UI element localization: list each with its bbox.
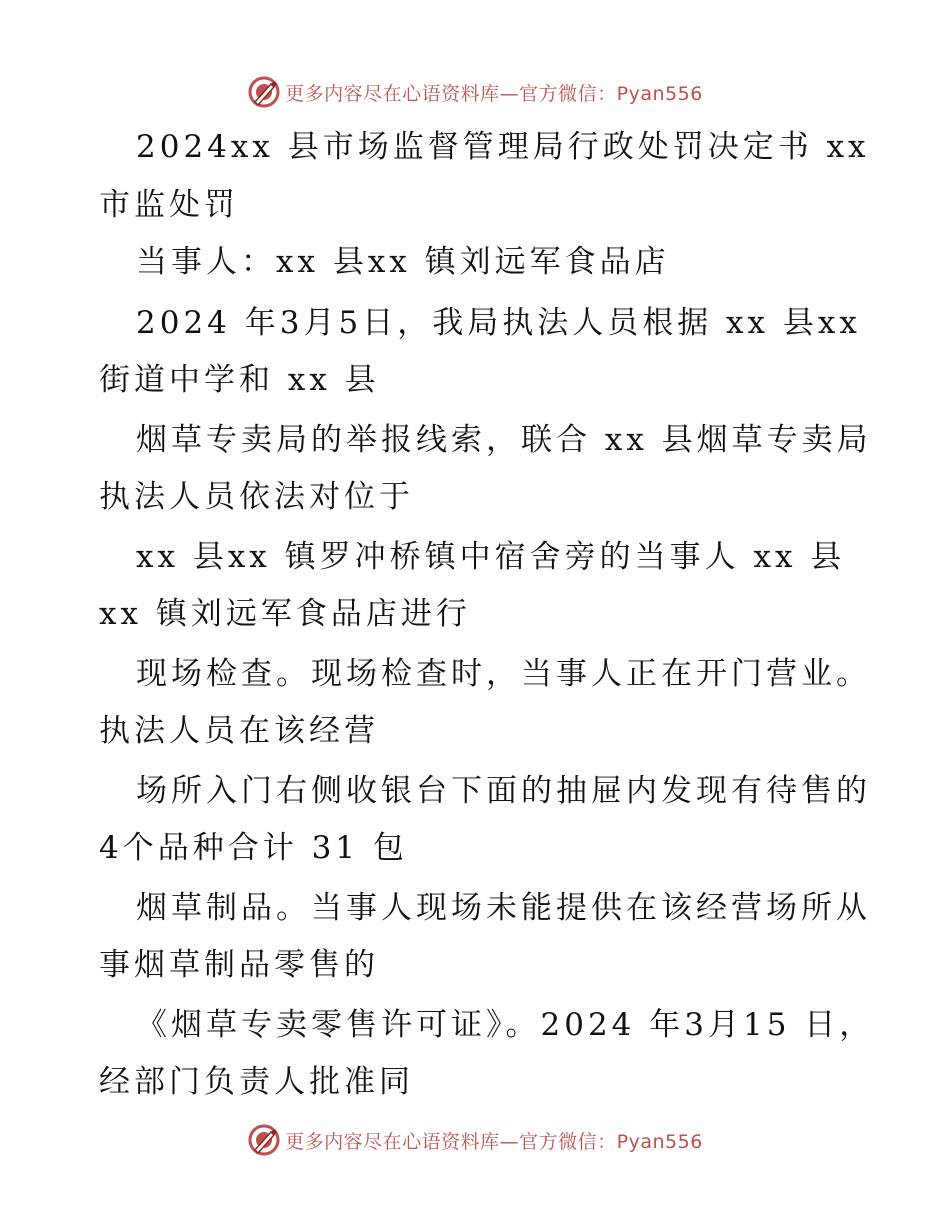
- text-line: 场所入门右侧收银台下面的抽屉内发现有待售的: [136, 773, 871, 809]
- text-line: 2024xx 县市场监督管理局行政处罚决定书 xx: [136, 129, 870, 165]
- watermark-text: 更多内容尽在心语资料库—官方微信：Pyan556: [285, 82, 703, 105]
- watermark-wechat-id: Pyan556: [616, 82, 703, 105]
- text-line: 现场检查。现场检查时，当事人正在开门营业。: [136, 656, 871, 692]
- text-line: 经部门负责人批准同: [99, 1064, 414, 1100]
- header-watermark: [0, 72, 950, 112]
- text-line: 事烟草制品零售的: [99, 947, 379, 983]
- text-line: 执法人员在该经营: [99, 713, 379, 749]
- text-line: 烟草制品。当事人现场未能提供在该经营场所从: [136, 890, 871, 926]
- text-line: 当事人：xx 县xx 镇刘远军食品店: [136, 244, 670, 280]
- text-line: 4个品种合计 31 包: [99, 830, 408, 866]
- text-line: xx 镇刘远军食品店进行: [99, 596, 471, 632]
- pen-seal-icon: [247, 75, 281, 109]
- text-line: xx 县xx 镇罗冲桥镇中宿舍旁的当事人 xx 县: [136, 539, 846, 575]
- text-line: 街道中学和 xx 县: [99, 362, 380, 398]
- watermark-wechat-id: Pyan556: [616, 1130, 703, 1153]
- text-line: 2024 年3月5日，我局执法人员根据 xx 县xx: [136, 305, 861, 341]
- pen-seal-icon: [247, 1123, 281, 1157]
- text-line: 烟草专卖局的举报线索，联合 xx 县烟草专卖局: [136, 422, 872, 458]
- text-line: 执法人员依法对位于: [99, 479, 414, 515]
- text-line: 《烟草专卖零售许可证》。2024 年3月15 日，: [136, 1007, 875, 1043]
- watermark-text: 更多内容尽在心语资料库—官方微信：Pyan556: [285, 1130, 703, 1153]
- footer-watermark: [0, 1120, 950, 1160]
- text-line: 市监处罚: [99, 187, 239, 223]
